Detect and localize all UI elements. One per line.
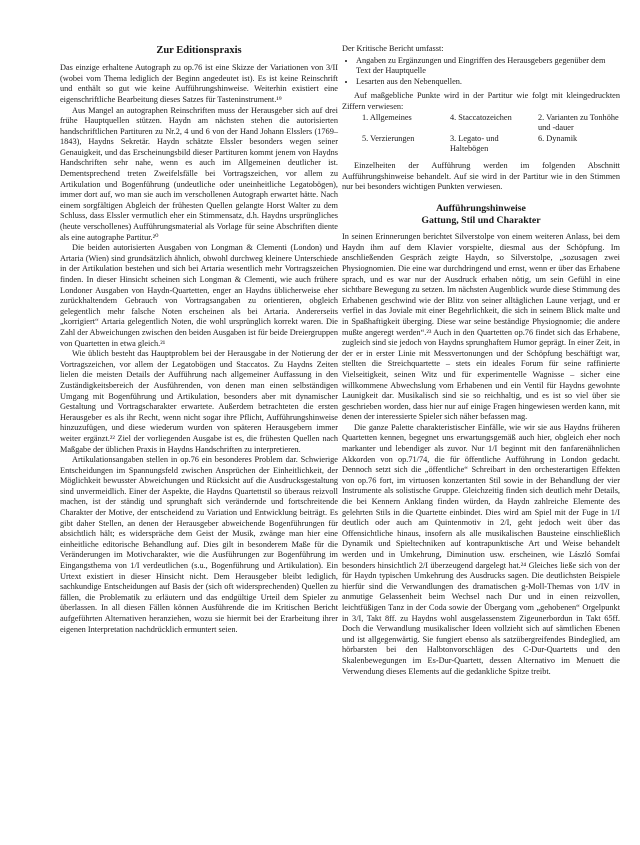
list-item: • Angaben zu Ergänzungen und Eingriffen des Herausgebers gegenüber dem Text der Hauptquelle <box>356 56 620 77</box>
list-item: 5. Verzierungen <box>362 133 415 143</box>
list-item: 6. Dynamik <box>538 133 578 143</box>
right-column <box>342 44 620 677</box>
section-heading-editionspraxis: Zur Editionspraxis <box>156 45 242 56</box>
heading-line: Aufführungshinweise <box>436 202 526 214</box>
list-item: 2. Varianten zu Tonhöhe und -dauer <box>538 112 619 133</box>
paragraph: Artikulationsangaben stellen in op.76 ein besonderes Problem dar. Schwierige Entscheidungen im Spannungsfeld zwischen Ansprüchen der Einheitlichkeit, der Möglichkeit bewusster Abweichungen und Rücksicht auf die Ausdrucksgestaltung sind unvermeidlich. Einer der Aspekte, die Haydns Quartettstil so überaus reizvoll machen, ist der ständig und sprunghaft sich verändernde und fortschreitende Charakter der Motive, der entscheidend zu Variation und Entwicklung beiträgt. Es gibt daher Stellen, an denen der Herausgeber abweichende Bogenführungen für absichtlich hält; es widerspräche dem Geist der Musik, zwänge man hier eine einheitliche editorische Behandlung auf. Dies gilt in besonderem Maße für die Veränderungen im Motivcharakter, wie die Ausführungen zur Bogenführung im Eingangsthema von 1/I verdeutlichen (s.u., Bogenführung und Artikulation). Ein Urtext existiert in dieser Hinsicht nicht. Dem Herausgeber bleibt lediglich, sachkundige Entscheidungen auf Basis der (sich oft widersprechenden) Quellen zu fällen, die Problematik zu erläutern und das endgültige Urteil dem Spieler zu überlassen. In all diesen Fällen können Ausführende die im Kritischen Bericht aufgeführten Alternativen heranziehen, wozu sie hiermit bei der Erarbeitung ihrer eigenen Interpretation nachdrücklich ermuntert seien. <box>60 455 338 634</box>
left-column <box>60 44 338 635</box>
list-item: 1. Allgemeines <box>362 112 412 122</box>
paragraph: Die beiden autorisierten Ausgaben von Longman & Clementi (London) und Artaria (Wien) sind grundsätzlich ähnlich, obwohl durchweg kleinere Unterschiede in der Artikulation bestehen und sich bei Artaria wesentlich mehr Vortragszeichen finden. In dieser Hinsicht scheinen sich Longman & Clementi, wie auch frühere Londoner Ausgaben von Haydn-Quartetten, enger an Haydns üblicherweise eher zurückhaltendem Gebrauch von Vortragsangaben zu orientieren, obgleich gelegentlich mehr falsche Noten erscheinen als bei Artaria. Andererseits „korrigiert“ Artaria gelegentlich Noten, die wohl ursprünglich korrekt waren. Die Zahl der Abweichungen zwischen den beiden Ausgaben ist für beide Dreiergruppen von Quartetten in etwa gleich.²¹ <box>60 243 338 348</box>
list-item: 3. Legato- und Haltebögen <box>450 133 499 154</box>
reference-points-grid <box>362 113 620 155</box>
paragraph: Auf maßgebliche Punkte wird in der Partitur wie folgt mit kleingedruckten Ziffern verwiesen: <box>342 91 620 111</box>
paragraph: Das einzige erhaltene Autograph zu op.76 ist eine Skizze der Variationen von 3/II (wobei vom Thema lediglich der Beginn angedeutet ist). Es ist keine Reinschrift und enthält so gut wie keine Aufführungshinweise. Weiterhin existiert eine eigenschriftliche Bearbeitung dieses Satzes für Tasteninstrument.¹⁹ <box>60 63 338 104</box>
paragraph: In seinen Erinnerungen berichtet Silverstolpe von einem weiteren Anlass, bei dem Haydn ihm auf dem Klavier vorspielte, diesmal aus der Schöpfung. Im anschließenden Gespräch zeigte Haydn, so Silverstolpe, „sozusagen zwei Physiognomien. Die eine war durchdringend und ernst, wenn er über das Erhabene sprach, und es war nur der Ausdruck erhaben nötig, um sein Gefühl in eine sichtbare Bewegung zu setzen. Im nächsten Augenblick wurde diese Stimmung des Erhabenen geschwind wie der Blitz von seiner alltäglichen Laune verjagt, und er verfiel in das Joviale mit einer Begehrlichkeit, die sich in seinem Blick malte und in Spaßhaftigkeit überging. Diese war seine beständige Physiognomie; die andere mußte angeregt werden“.²³ Auch in den Quartetten op.76 findet sich das Erhabene, zugleich sind sie jedoch von Haydns sprunghaftem Humor geprägt. In einer Zeit, in der er in erster Linie mit Messvertonungen und der Schöpfung beschäftigt war, stellten die Streichquartette – stets ein ideales Forum für seine raffinierte Vielseitigkeit, seinen Witz und für experimentelle Wagnisse – sicher eine willkommene Abwechslung vom Erhabenen und ein Ventil für Haydns gewohnte Launigkeit dar. Musikalisch sind sie so reichhaltig, und es ist so viel über sie geschrieben worden, dass hier nur auf einige Fragen hingewiesen werden kann, mit denen der interessierte Spieler sich näher befassen mag. <box>342 232 620 422</box>
paragraph: Der Kritische Bericht umfasst: <box>342 44 444 53</box>
list-item: • Lesarten aus den Nebenquellen. <box>356 77 620 88</box>
paragraph: Wie üblich besteht das Hauptproblem bei der Herausgabe in der Notierung der Vortragszeichen, vor allem der Legatobögen und Staccatos. Zu Haydns Zeiten lielen die meisten Details der Aufführung nach allgemeiner Auffassung in den Zuständigkeitsbereich der Ausführenden, von denen man einen selbständigen Umgang mit Bogenführung und Artikulation, besonders aber mit dynamischer Gestaltung und Vortragscharakter erwartete. Außerdem betrachteten die ersten Herausgeber es als ihr Recht, wenn nicht sogar ihre Pflicht, Aufführungshinweise hinzuzufügen, und diese wiederum wurden von späteren Herausgebern immer weiter ergänzt.²² Ziel der vorliegenden Ausgabe ist es, die frühesten Quellen nach Maßgabe der üblichen Praxis in Haydns Handschriften zu interpretieren. <box>60 349 338 454</box>
section-heading <box>342 203 620 227</box>
list-item: 4. Staccatozeichen <box>450 112 512 122</box>
paragraph: Aus Mangel an autographen Reinschriften muss der Herausgeber sich auf drei frühe Hauptquellen stützen. Haydn am nächsten stehen die autorisierten handschriftlichen Partituren zu Nr.2, 4 und 6 von der Hand Johann Elsslers (1769–1843), Haydns Sekretär. Haydn schätzte Elssler besonders wegen seiner Genauigkeit, und das Erscheinungsbild dieser Partituren kommt jenem von Haydns Handschriften sehr nahe, wenn es auch im Allgemeinen deutlicher ist. Dementsprechend treten Zweifelsfälle bei Vortragszeichen, vor allem zu Artikulation und Bogenführung (undeutliche oder uneinheitliche Legatobögen), immer dort auf, wo man sie auch im verschollenen Autograph erwartet hätte. Nach einem sorgfältigen Abgleich der frühesten Quellen gelangte Horst Walter zu dem Schluss, dass Elssler vermutlich eher ein Stimmensatz, d.h. Haydns ursprüngliches (heute verschollenes) Aufführungsmaterial als Vorlage für seine Abschriften diente als eine autographe Partitur.²⁰ <box>60 105 338 242</box>
paragraph: Die ganze Palette charakteristischer Einfälle, wie wir sie aus Haydns früheren Quartetten kennen, begegnet uns erwartungsgemäß auch hier, obgleich eher noch markanter und lebendiger als zuvor. Nur 1/I beginnt mit den fanfarenähnlichen Akkorden von op.71/74, die für öffentliche Aufführung in London gedacht. Dennoch setzt sich die „öffentliche“ Schreibart in den orchesterartigen Effekten von op.76 fort, im virtuosen konzertanten Stil sowie in der Behandlung der vier Instrumente als solistische Gruppe. Gleichzeitig finden sich deutlich mehr Details, die bei Kennern Anklang finden würden, da Haydn zahlreiche Elemente des gelehrten Stils in die Quartette einbindet. Dies wird am Spiel mit der Fuge in 1/I deutlich oder auch am Quintenmotiv in 2/I, geht jedoch weit über das Offensichtliche hinaus, insofern als alle musikalischen Bausteine einschließlich Dynamik und Spieltechniken auf kontrapunktische Art und Weise behandelt werden und in Umkehrung, Diminution usw. erscheinen, wie László Somfai besonders hinsichtlich 2/I überzeugend dargelegt hat.²⁴ Gleiches ließe sich von der für Haydn typischen Umkehrung des Ausdrucks sagen. Die deutlichsten Beispiele hierfür sind die Verwandlungen des dramatischen g-Moll-Themas von 1/IV in anmutige Gelassenheit beim Wechsel nach Dur und in einen reizvollen, leichtfüßigen Tanz in der Coda sowie der Übergang vom „gehobenen“ Orgelpunkt in 3/I, Takt 8ff. zu Haydns wohl ausgelassenstem Zigeunerbordun in Takt 65ff. Doch die Verwandlung musikalischer Ideen vollzieht sich auf sämtlichen Ebenen und ist allgegenwärtig. Sie fungiert ebenso als satzübergreifendes Bindeglied, am hörbarsten bei den Halbtonvorschlägen des C-Dur-Quartetts und den Skalenbewegungen im Es-Dur-Quartett, dessen Alternativo im Menuett die Verwendung dieses Elements auf die gedankliche Spitze treibt. <box>342 422 620 676</box>
heading-line: Gattung, Stil und Charakter <box>421 214 541 226</box>
bullet-list <box>342 56 620 88</box>
paragraph: Einzelheiten der Aufführung werden im folgenden Abschnitt Aufführungshinweise behandelt. Auf sie wird in der Partitur wie in den Stimmen nur bei besonders wichtigen Punkten verwiesen. <box>342 160 620 192</box>
